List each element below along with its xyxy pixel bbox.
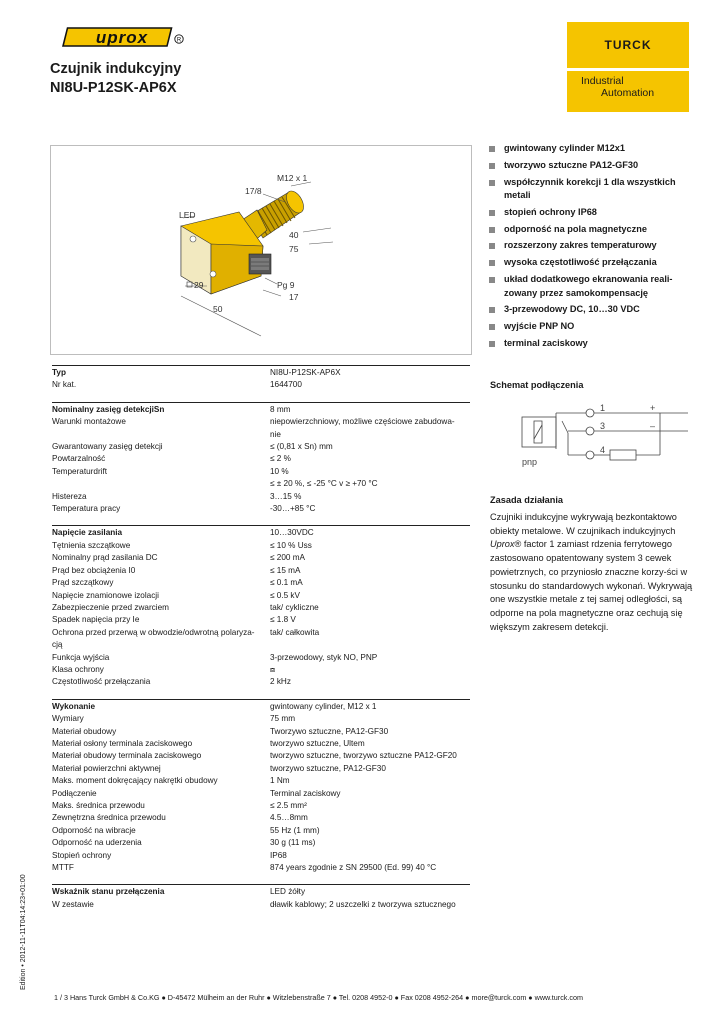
spec-value: 874 years zgodnie z SN 29500 (Ed. 99) 40 °C (270, 863, 437, 873)
feature-item (489, 176, 699, 203)
square-29-label: 29 (194, 280, 204, 290)
spec-row (52, 491, 470, 503)
wrench-size-label: 17/8 (245, 186, 262, 196)
spec-value: IP68 (270, 850, 287, 860)
spec-row (52, 614, 470, 626)
spec-value: 2 kHz (270, 677, 291, 687)
spec-value: 10 % (270, 466, 289, 476)
spec-key: Częstotliwość przełączania (52, 677, 151, 687)
feature-text: tworzywo sztuczne PA12-GF30 (504, 159, 639, 170)
feature-item (489, 320, 699, 334)
spec-key: Temperatura pracy (52, 504, 121, 514)
product-title (50, 60, 181, 98)
spec-row (52, 639, 470, 651)
spec-key: Odporność na wibracje (52, 825, 136, 835)
spec-value: tworzywo sztuczne, tworzywo sztuczne PA12-GF20 (270, 751, 457, 761)
spec-value: tak/ całkowita (270, 627, 320, 637)
feature-list (489, 142, 699, 354)
spec-key: Histereza (52, 491, 87, 501)
tagline-line-1: Industrial (581, 75, 624, 87)
dim-75-label: 75 (289, 244, 299, 254)
feature-text: wysoka częstotliwość przełączania (504, 257, 657, 268)
plus-label: + (650, 403, 656, 413)
thread-label: M12 x 1 (277, 173, 308, 183)
spec-row (52, 527, 470, 539)
spec-row (52, 726, 470, 738)
spec-row (52, 763, 470, 775)
spec-row (52, 552, 470, 564)
spec-row (52, 429, 470, 441)
spec-row (52, 602, 470, 614)
dim-50-label: 50 (213, 304, 223, 314)
spec-key: MTTF (52, 863, 74, 873)
spec-key: Prąd szczątkowy (52, 578, 114, 588)
spec-row (52, 899, 470, 911)
spec-group (52, 884, 470, 911)
spec-value: dławik kablowy; 2 uszczelki z tworzywa sztucznego (270, 899, 456, 909)
spec-row (52, 416, 470, 428)
spec-key: Gwarantowany zasięg detekcji (52, 442, 163, 452)
spec-key: Nominalny prąd zasilania DC (52, 553, 158, 563)
spec-key (52, 429, 270, 441)
bullet-square-icon (489, 243, 495, 249)
spec-key: Wskaźnik stanu przełączenia (52, 887, 165, 897)
spec-key: W zestawie (52, 899, 94, 909)
feature-text: stopień ochrony IP68 (504, 206, 597, 217)
spec-value: ≤ 200 mA (270, 553, 305, 563)
spec-key: Zabezpieczenie przed zwarciem (52, 602, 169, 612)
feature-item (489, 303, 699, 317)
spec-value: ≤ 0.5 kV (270, 590, 300, 600)
bullet-square-icon (489, 277, 495, 283)
feature-item (489, 337, 699, 351)
bullet-square-icon (489, 307, 495, 313)
spec-value: tworzywo sztuczne, PA12-GF30 (270, 763, 386, 773)
spec-row (52, 590, 470, 602)
spec-value: ≤ 2 % (270, 454, 291, 464)
spec-value: niepowierzchniowy, możliwe częściowe zabudowa- (270, 417, 455, 427)
feature-item (489, 206, 699, 220)
spec-row (52, 676, 470, 688)
bullet-square-icon (489, 324, 495, 330)
bullet-square-icon (489, 146, 495, 152)
spec-row (52, 404, 470, 416)
cable-gland (249, 254, 271, 274)
feature-text: współczynnik korekcji 1 dla wszystkich metali (504, 176, 676, 201)
spec-row (52, 837, 470, 849)
spec-value: tworzywo sztuczne, Ultem (270, 738, 365, 748)
spec-row (52, 565, 470, 577)
spec-key: Prąd bez obciążenia I0 (52, 565, 136, 575)
dimension-drawing (50, 145, 472, 355)
spec-key: Wymiary (52, 714, 84, 724)
feature-text: odporność na pola magnetyczne (504, 223, 647, 234)
spec-value: 3…15 % (270, 491, 302, 501)
dim-40-label: 40 (289, 230, 299, 240)
spec-value: LED żółty (270, 887, 306, 897)
spec-value: 55 Hz (1 mm) (270, 825, 320, 835)
feature-text: układ dodatkowego ekranowania reali-zowany przez samokompensację (504, 274, 673, 298)
spec-key: Typ (52, 368, 66, 377)
spec-group (52, 365, 470, 392)
page-footer: 1 / 3 Hans Turck GmbH & Co.KG ● D-45472 Mülheim an der Ruhr ● Witzlebenstraße 7 ● Tel. 0208 4952-0 ● Fax 0208 4952-264 ● more@turck.com ● www.turck.com (54, 993, 583, 1002)
spec-value: 1644700 (270, 380, 302, 390)
spec-value: 8 mm (270, 404, 291, 414)
feature-text: wyjście PNP NO (504, 321, 575, 332)
bullet-square-icon (489, 260, 495, 266)
spec-key: Powtarzalność (52, 454, 106, 464)
bullet-square-icon (489, 227, 495, 233)
spec-value: Tworzywo sztuczne, PA12-GF30 (270, 726, 389, 736)
bullet-square-icon (489, 341, 495, 347)
spec-value: ≤ 1.8 V (270, 615, 296, 625)
spec-row (52, 850, 470, 862)
spec-key: Ochrona przed przerwą w obwodzie/odwrotną polaryza- (52, 627, 255, 637)
spec-row (52, 379, 470, 391)
sensor-drawing (51, 146, 471, 354)
minus-label: – (650, 421, 656, 431)
led-label: LED (179, 210, 196, 220)
feature-item (489, 223, 699, 237)
output-type-label: pnp (522, 457, 538, 467)
feature-text: 3-przewodowy DC, 10…30 VDC (504, 304, 640, 315)
spec-row (52, 664, 470, 676)
feature-item (489, 273, 699, 300)
spec-key: Napięcie znamionowe izolacji (52, 590, 159, 600)
wiring-schematic (520, 403, 690, 473)
spec-value: 10…30VDC (270, 528, 314, 538)
spec-key: Klasa ochrony (52, 664, 104, 674)
spec-value: -30…+85 °C (270, 504, 316, 514)
wrench-17-label: 17 (289, 292, 299, 302)
principle-brand: Uprox (490, 539, 515, 550)
pin-4-label: 4 (600, 445, 606, 455)
spec-key: Tętnienia szczątkowe (52, 540, 131, 550)
svg-text:R: R (176, 37, 182, 44)
spec-value: ⧈ (270, 664, 276, 674)
spec-key: Maks. średnica przewodu (52, 801, 145, 810)
feature-item (489, 239, 699, 253)
spec-value: tak/ cykliczne (270, 602, 319, 612)
spec-row (52, 750, 470, 762)
spec-key: Wykonanie (52, 701, 96, 711)
spec-row (52, 825, 470, 837)
spec-group (52, 525, 470, 688)
spec-group (52, 699, 470, 875)
spec-key (52, 478, 270, 490)
spec-value: ≤ 2.5 mm² (270, 801, 307, 810)
spec-row (52, 540, 470, 552)
spec-value: ≤ 10 % Uss (270, 540, 312, 550)
principle-text (490, 511, 702, 634)
spec-key: Materiał powierzchni aktywnej (52, 763, 161, 773)
spec-value: 1 Nm (270, 776, 290, 786)
spec-row (52, 886, 470, 898)
spec-key: Funkcja wyjścia (52, 652, 110, 662)
feature-text: terminal zaciskowy (504, 337, 588, 348)
spec-row (52, 453, 470, 465)
spec-key: Podłączenie (52, 788, 97, 798)
spec-row (52, 367, 470, 379)
title-line-1: Czujnik indukcyjny (50, 61, 182, 77)
spec-key: Stopień ochrony (52, 850, 112, 860)
spec-row (52, 652, 470, 664)
title-line-2: NI8U-P12SK-AP6X (50, 80, 177, 96)
spec-value: ≤ ± 20 %, ≤ -25 °C v ≥ +70 °C (270, 479, 378, 489)
uprox-logo (58, 26, 186, 50)
spec-value: 75 mm (270, 714, 296, 724)
spec-table (52, 365, 470, 921)
spec-key: Zewnętrzna średnica przewodu (52, 813, 166, 823)
spec-value: ≤ 15 mA (270, 565, 301, 575)
spec-value: ≤ (0,81 x Sn) mm (270, 442, 333, 452)
spec-row (52, 701, 470, 713)
industrial-automation-tagline (567, 71, 689, 112)
spec-value: nie (270, 429, 281, 439)
spec-value: 30 g (11 ms) (270, 838, 316, 848)
spec-key: Materiał osłony terminala zaciskowego (52, 738, 193, 748)
spec-key: Odporność na uderzenia (52, 838, 142, 848)
bullet-square-icon (489, 180, 495, 186)
spec-row (52, 862, 470, 874)
turck-logo (567, 22, 689, 68)
spec-row (52, 503, 470, 515)
spec-key: Warunki montażowe (52, 417, 126, 427)
spec-key: Napięcie zasilania (52, 528, 123, 538)
pg9-label: Pg 9 (277, 280, 295, 290)
edition-stamp: Edition • 2012-11-11T04:14:23+01:00 (20, 874, 27, 990)
pin-1-label: 1 (600, 403, 606, 413)
principle-text-1: Czujniki indukcyjne wykrywają bezkontaktowo obiekty metalowe. W czujnikach indukcyjnych (490, 512, 677, 536)
spec-value: NI8U-P12SK-AP6X (270, 368, 341, 377)
tagline-line-2: Automation (601, 87, 655, 99)
bullet-square-icon (489, 163, 495, 169)
spec-value: 3-przewodowy, styk NO, PNP (270, 652, 378, 662)
spec-value: ≤ 0.1 mA (270, 578, 303, 588)
feature-item (489, 159, 699, 173)
spec-row (52, 627, 470, 639)
bullet-square-icon (489, 210, 495, 216)
spec-group (52, 402, 470, 516)
spec-key: Maks. moment dokręcający nakrętki obudowy (52, 776, 218, 786)
spec-key: Materiał obudowy (52, 726, 117, 736)
spec-row (52, 478, 470, 490)
spec-row (52, 738, 470, 750)
schematic-heading: Schemat podłączenia (490, 380, 584, 390)
spec-value: gwintowany cylinder, M12 x 1 (270, 701, 377, 711)
spec-key: Materiał obudowy terminala zaciskowego (52, 751, 202, 761)
svg-text:uprox: uprox (95, 28, 149, 47)
spec-key: Temperaturdrift (52, 466, 108, 476)
spec-key: Spadek napięcia przy Ie (52, 615, 140, 625)
spec-row (52, 466, 470, 478)
feature-text: gwintowany cylinder M12x1 (504, 143, 626, 153)
spec-value (270, 639, 470, 651)
feature-item (489, 256, 699, 270)
spec-row (52, 800, 470, 812)
spec-key: Nominalny zasięg detekcjiSn (52, 404, 165, 414)
principle-text-2: ® factor 1 zamiast rdzenia ferrytowego zastosowano opatentowany system 3 cewek powietrznych, co przyniosło znaczne korzy-ści w stosunku do standardowych wykonań. Wykrywają one wszystkie metale z tej samej odległości, są odporne na pola magnetyczne oraz cechują się większym zakresem detekcji. (490, 539, 693, 632)
spec-row (52, 788, 470, 800)
turck-logo-text: TURCK (604, 38, 652, 52)
spec-key: Nr kat. (52, 380, 77, 390)
spec-row (52, 713, 470, 725)
spec-row (52, 812, 470, 824)
feature-item (489, 142, 699, 156)
spec-key: cją (52, 640, 63, 650)
spec-value: 4.5…8mm (270, 813, 308, 823)
feature-text: rozszerzony zakres temperaturowy (504, 240, 657, 251)
pin-3-label: 3 (600, 421, 606, 431)
spec-row (52, 775, 470, 787)
principle-heading: Zasada działania (490, 495, 564, 505)
spec-value: Terminal zaciskowy (270, 788, 341, 798)
spec-row (52, 577, 470, 589)
spec-row (52, 441, 470, 453)
